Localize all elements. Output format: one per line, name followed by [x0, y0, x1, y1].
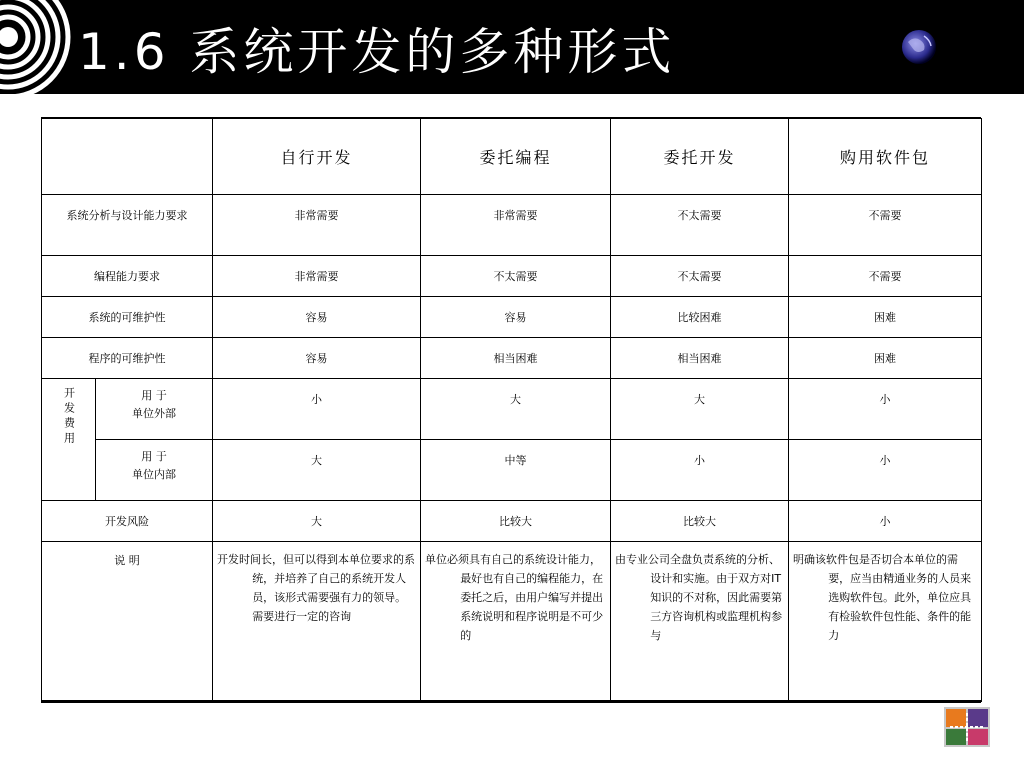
table-row — [42, 440, 982, 501]
table-cell: 容易 — [213, 338, 421, 379]
sub-row-label — [96, 440, 213, 501]
table-cell: 非常需要 — [213, 195, 421, 256]
table-cell: 小 — [611, 440, 789, 501]
globe-icon — [898, 26, 940, 68]
note-cell — [789, 542, 982, 702]
table-cell: 小 — [789, 501, 982, 542]
fee-label-text: 开发费用 — [62, 387, 76, 447]
corner-cell — [42, 119, 213, 195]
table-row — [42, 195, 982, 256]
note-text: 单位必须具有自己的系统设计能力，最好也有自己的编程能力，在委托之后，由用户编写并提出系统说明和程序说明是不可少的 — [425, 553, 604, 642]
row-label: 程序的可维护性 — [42, 338, 213, 379]
logo-icon — [944, 707, 990, 747]
table-cell: 非常需要 — [421, 195, 611, 256]
table-row — [42, 542, 982, 702]
table-cell: 大 — [611, 379, 789, 440]
column-header: 委托编程 — [421, 119, 611, 195]
table-cell: 大 — [421, 379, 611, 440]
page-title: 1.6 系统开发的多种形式 — [78, 23, 676, 81]
table-cell: 比较大 — [611, 501, 789, 542]
table-cell: 小 — [789, 379, 982, 440]
sub-row-label — [96, 379, 213, 440]
row-label: 编程能力要求 — [42, 256, 213, 297]
table-row — [42, 501, 982, 542]
column-header: 自行开发 — [213, 119, 421, 195]
note-text: 明确该软件包是否切合本单位的需要，应当由精通业务的人员来选购软件包。此外，单位应具有检验软件包性能、条件的能力 — [793, 553, 972, 642]
sub-row-label-line1: 用 于 — [141, 450, 167, 463]
table-row — [42, 297, 982, 338]
column-header: 购用软件包 — [789, 119, 982, 195]
note-text: 开发时间长，但可以得到本单位要求的系统，并培养了自己的系统开发人员，该形式需要强有力的领导。需要进行一定的咨询 — [217, 553, 415, 623]
note-text: 由专业公司全盘负责系统的分析、设计和实施。由于双方对IT知识的不对称，因此需要第三方咨询机构或监理机构参与 — [615, 553, 783, 642]
table-cell: 不太需要 — [421, 256, 611, 297]
table-cell: 不太需要 — [611, 195, 789, 256]
note-cell — [611, 542, 789, 702]
row-label: 系统的可维护性 — [42, 297, 213, 338]
table-cell: 不太需要 — [611, 256, 789, 297]
table-cell: 大 — [213, 440, 421, 501]
note-cell — [213, 542, 421, 702]
table-cell: 比较困难 — [611, 297, 789, 338]
table-cell: 困难 — [789, 338, 982, 379]
sub-row-label-line2: 单位内部 — [132, 468, 176, 481]
table-cell: 相当困难 — [421, 338, 611, 379]
table-row — [42, 256, 982, 297]
table-cell: 小 — [213, 379, 421, 440]
table-cell: 容易 — [421, 297, 611, 338]
row-label: 系统分析与设计能力要求 — [42, 195, 213, 256]
table-cell: 相当困难 — [611, 338, 789, 379]
table-bottom-border — [41, 700, 981, 703]
table-cell: 不需要 — [789, 256, 982, 297]
sub-row-label-line2: 单位外部 — [132, 407, 176, 420]
table-cell: 中等 — [421, 440, 611, 501]
row-label: 开发风险 — [42, 501, 213, 542]
table-header-row — [42, 119, 982, 195]
comparison-table — [41, 118, 982, 702]
table-cell: 非常需要 — [213, 256, 421, 297]
table-cell: 比较大 — [421, 501, 611, 542]
row-label: 说 明 — [42, 542, 213, 702]
table-row — [42, 379, 982, 440]
sub-row-label-line1: 用 于 — [141, 389, 167, 402]
spiral-icon — [0, 0, 78, 102]
column-header: 委托开发 — [611, 119, 789, 195]
fee-group-label — [42, 379, 96, 501]
note-cell — [421, 542, 611, 702]
table-cell: 困难 — [789, 297, 982, 338]
table-cell: 大 — [213, 501, 421, 542]
table-cell: 容易 — [213, 297, 421, 338]
table-cell: 不需要 — [789, 195, 982, 256]
header-bar — [0, 0, 1024, 94]
table-row — [42, 338, 982, 379]
table-cell: 小 — [789, 440, 982, 501]
